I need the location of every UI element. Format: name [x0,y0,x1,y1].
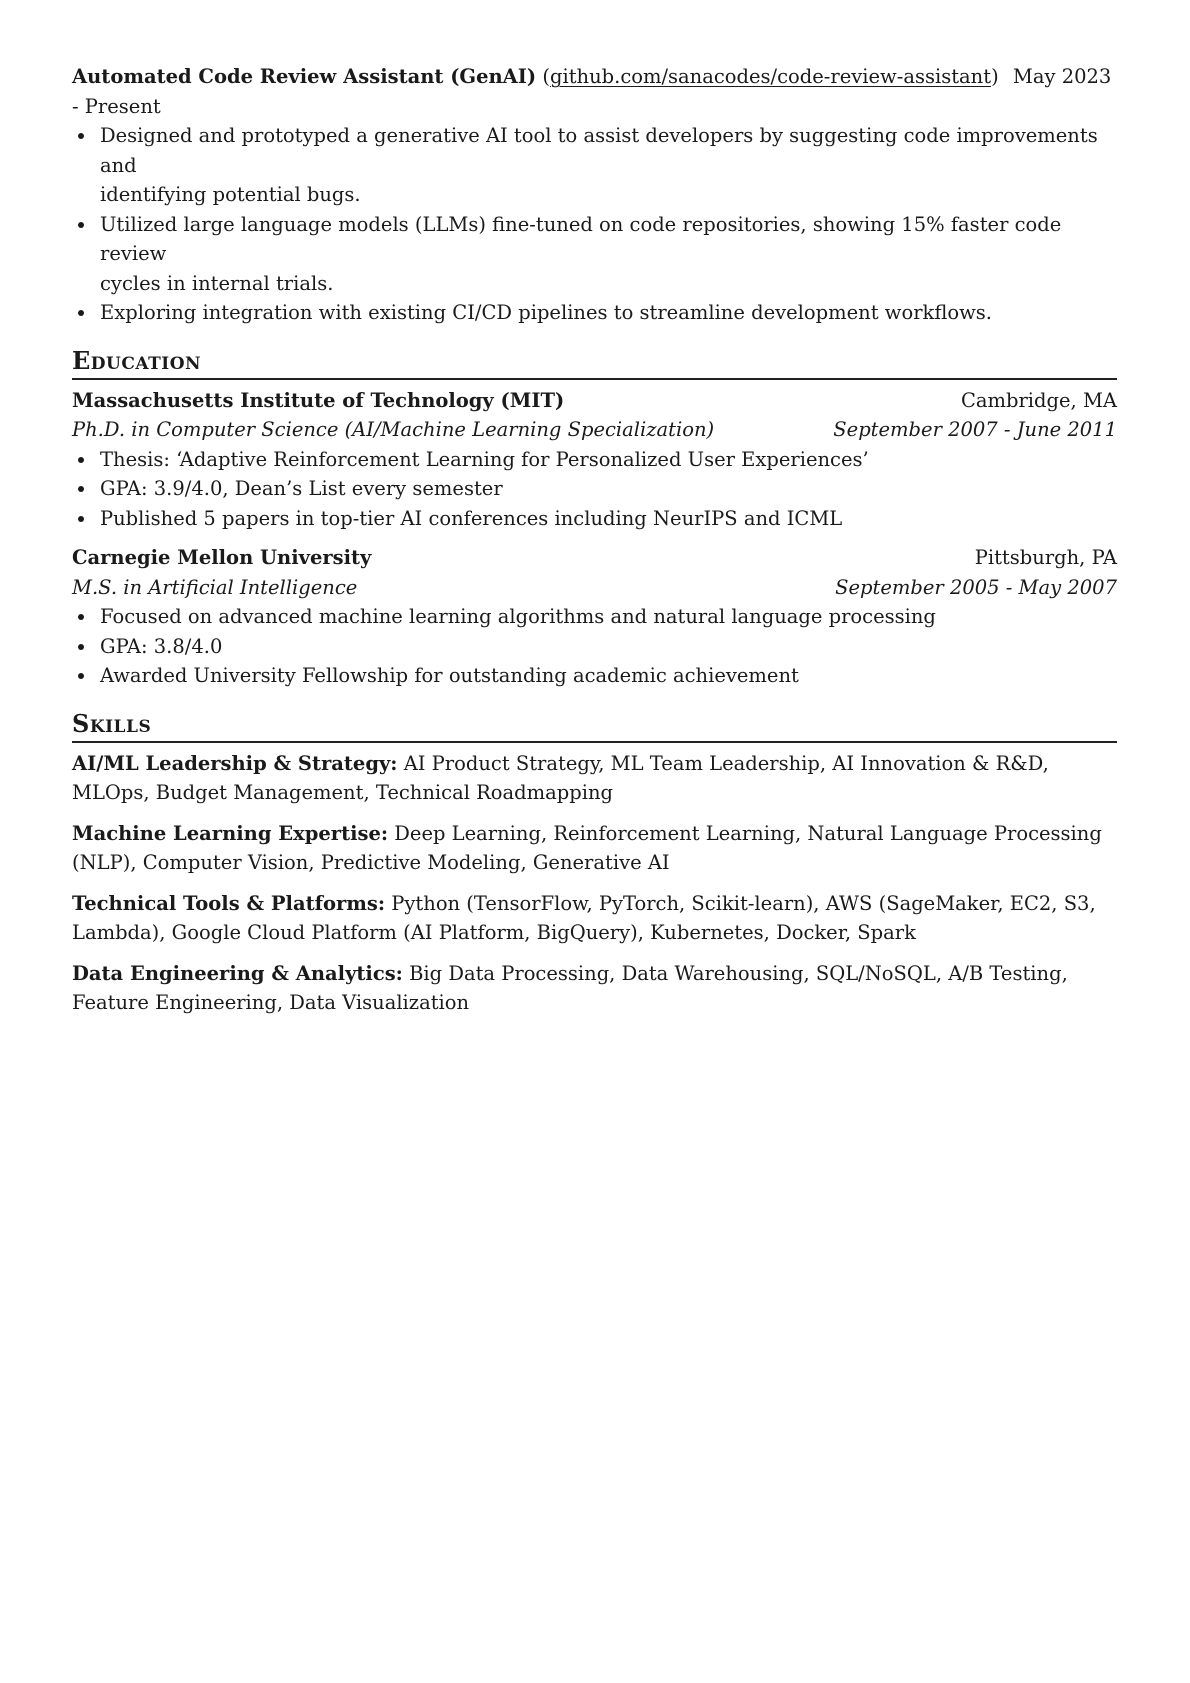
list-item [72,632,1117,662]
skill-label: Machine Learning Expertise: [72,821,389,845]
skill-text: AI Product Strategy, ML Team Leadership, AI Innovation & R&D, [403,751,1049,775]
degree-row [72,573,1117,603]
list-item [72,298,1117,328]
bullet-text: Exploring integration with existing CI/CD pipelines to streamline development workflows. [100,301,992,324]
resume-page [72,62,1117,1018]
bullet-icon [78,644,84,650]
bullet-text: Utilized large language models (LLMs) fine-tuned on code repositories, showing 15% faster code review [100,212,1062,265]
project-bullets [72,121,1117,328]
skill-label: Technical Tools & Platforms: [72,891,386,915]
bullet-text: Designed and prototyped a generative AI tool to assist developers by suggesting code improvements and [100,124,1098,177]
list-item [72,121,1117,210]
list-item [72,504,1117,534]
bullet-icon [78,614,84,620]
project-link-open: ( [542,65,550,88]
bullet-icon [78,222,84,228]
bullet-text-cont: identifying potential bugs. [100,183,361,206]
skill-item [72,749,1117,808]
skill-text-cont: MLOps, Budget Management, Technical Roadmapping [72,781,614,804]
project-date-end: - Present [72,94,161,118]
project-entry [72,62,1117,328]
school-location: Cambridge, MA [960,388,1117,412]
bullet-icon [78,310,84,316]
bullet-icon [78,457,84,463]
bullet-text: Published 5 papers in top-tier AI conferences including NeurIPS and ICML [100,506,843,530]
skill-text: Big Data Processing, Data Warehousing, SQL/NoSQL, A/B Testing, [409,961,1068,985]
bullet-text: Thesis: ‘Adaptive Reinforcement Learning for Personalized User Experiences’ [100,447,869,471]
list-item [72,661,1117,691]
bullet-icon [78,516,84,522]
degree-row [72,415,1117,445]
skill-text: Deep Learning, Reinforcement Learning, Natural Language Processing [394,821,1102,845]
bullet-text: GPA: 3.9/4.0, Dean’s List every semester [100,477,503,500]
bullet-icon [78,673,84,679]
list-item [72,210,1117,299]
bullet-text-cont: cycles in internal trials. [100,271,334,295]
bullet-text: GPA: 3.8/4.0 [100,634,223,658]
project-link-close: ) [991,65,999,88]
degree-dates: September 2005 - May 2007 [835,575,1117,599]
bullet-text: Awarded University Fellowship for outstanding academic achievement [100,664,799,687]
project-link[interactable]: github.com/sanacodes/code-review-assistant [549,65,992,88]
list-item [72,474,1117,504]
education-bullets [72,602,1117,691]
education-section [72,346,1117,691]
skill-text: Python (TensorFlow, PyTorch, Scikit-learn), AWS (SageMaker, EC2, S3, [391,891,1096,915]
degree-dates: September 2007 - June 2011 [833,418,1117,441]
skill-text-cont: Lambda), Google Cloud Platform (AI Platform, BigQuery), Kubernetes, Docker, Spark [72,921,916,944]
skill-item [72,959,1117,1018]
degree: M.S. in Artificial Intelligence [72,575,358,599]
section-heading: Skills [72,708,152,738]
list-item [72,445,1117,475]
project-date-start: May 2023 [1012,65,1112,88]
skill-item [72,889,1117,948]
skill-text-cont: (NLP), Computer Vision, Predictive Modeling, Generative AI [72,851,670,874]
bullet-icon [78,486,84,492]
school-location: Pittsburgh, PA [974,546,1117,569]
section-divider [72,378,1117,380]
section-heading: Education [72,345,202,375]
skill-text-cont: Feature Engineering, Data Visualization [72,991,470,1014]
skill-label: AI/ML Leadership & Strategy: [72,751,398,775]
education-row [72,543,1117,573]
skills-section [72,709,1117,1018]
degree: Ph.D. in Computer Science (AI/Machine Learning Specialization) [72,418,715,441]
skill-label: Data Engineering & Analytics: [72,961,403,985]
list-item [72,602,1117,632]
skill-item [72,819,1117,878]
education-entry [72,386,1117,534]
bullet-icon [78,133,84,139]
education-entry [72,543,1117,691]
school-name: Massachusetts Institute of Technology (MIT) [72,388,565,412]
education-bullets [72,445,1117,534]
bullet-text: Focused on advanced machine learning algorithms and natural language processing [100,605,936,628]
education-row [72,386,1117,416]
school-name: Carnegie Mellon University [72,546,372,569]
project-header [72,62,1117,92]
section-divider [72,741,1117,743]
project-title: Automated Code Review Assistant (GenAI) [72,65,537,88]
